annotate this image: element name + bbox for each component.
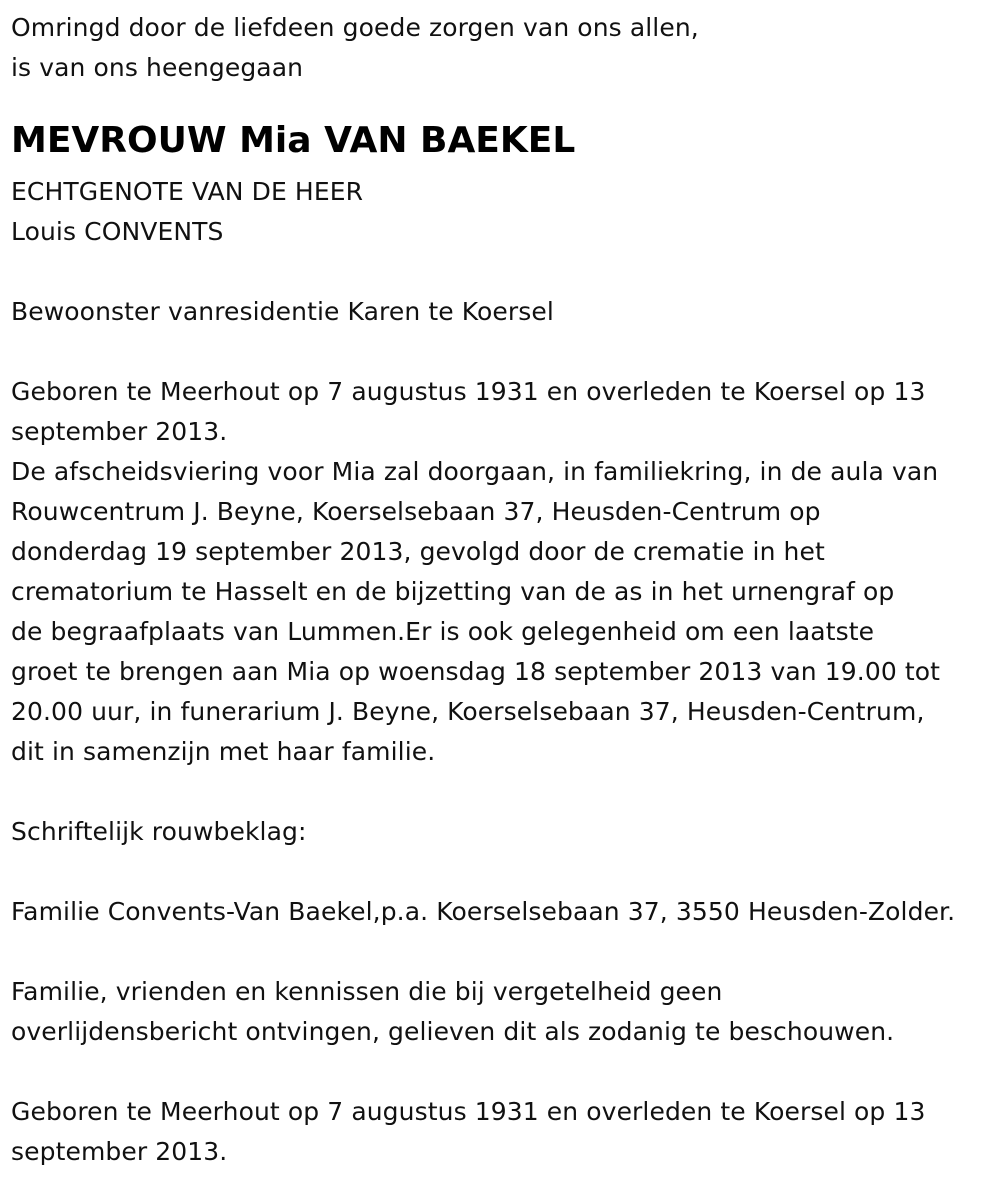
intro-block — [11, 8, 996, 88]
details-line: groet te brengen aan Mia op woensdag 18 september 2013 van 19.00 tot — [11, 657, 941, 686]
notice-line: Familie, vrienden en kennissen die bij vergetelheid geen — [11, 977, 723, 1006]
spacer — [11, 332, 996, 372]
obituary-document — [11, 8, 996, 1172]
details-line: september 2013. — [11, 417, 228, 446]
intro-line: Omringd door de liefdeen goede zorgen van ons allen, — [11, 13, 699, 42]
details-line: dit in samenzijn met haar familie. — [11, 737, 436, 766]
closing-line: Geboren te Meerhout op 7 augustus 1931 en overleden te Koersel op 13 — [11, 1097, 926, 1126]
deceased-name-heading: MEVROUW Mia VAN BAEKEL — [11, 120, 576, 161]
condolence-address: Familie Convents-Van Baekel,p.a. Koerselsebaan 37, 3550 Heusden-Zolder. — [11, 897, 956, 926]
residence-line: Bewoonster vanresidentie Karen te Koersel — [11, 297, 554, 326]
details-line: Rouwcentrum J. Beyne, Koerselsebaan 37, Heusden-Centrum op — [11, 497, 821, 526]
spacer — [11, 1052, 996, 1092]
condolence-label: Schriftelijk rouwbeklag: — [11, 817, 307, 846]
spacer — [11, 252, 996, 292]
details-line: donderdag 19 september 2013, gevolgd door de crematie in het — [11, 537, 825, 566]
closing-block — [11, 1092, 996, 1172]
spouse-block — [11, 172, 996, 252]
spacer — [11, 852, 996, 892]
details-block — [11, 372, 996, 772]
closing-line: september 2013. — [11, 1137, 228, 1166]
spacer — [11, 772, 996, 812]
details-line: crematorium te Hasselt en de bijzetting van de as in het urnengraf op — [11, 577, 895, 606]
details-line: De afscheidsviering voor Mia zal doorgaan, in familiekring, in de aula van — [11, 457, 939, 486]
intro-line: is van ons heengegaan — [11, 53, 304, 82]
details-line: Geboren te Meerhout op 7 augustus 1931 en overleden te Koersel op 13 — [11, 377, 926, 406]
details-line: 20.00 uur, in funerarium J. Beyne, Koerselsebaan 37, Heusden-Centrum, — [11, 697, 925, 726]
notice-block — [11, 972, 996, 1052]
notice-line: overlijdensbericht ontvingen, gelieven dit als zodanig te beschouwen. — [11, 1017, 895, 1046]
spacer — [11, 932, 996, 972]
spouse-line: ECHTGENOTE VAN DE HEER — [11, 177, 364, 206]
details-line: de begraafplaats van Lummen.Er is ook gelegenheid om een laatste — [11, 617, 875, 646]
spouse-line: Louis CONVENTS — [11, 217, 224, 246]
